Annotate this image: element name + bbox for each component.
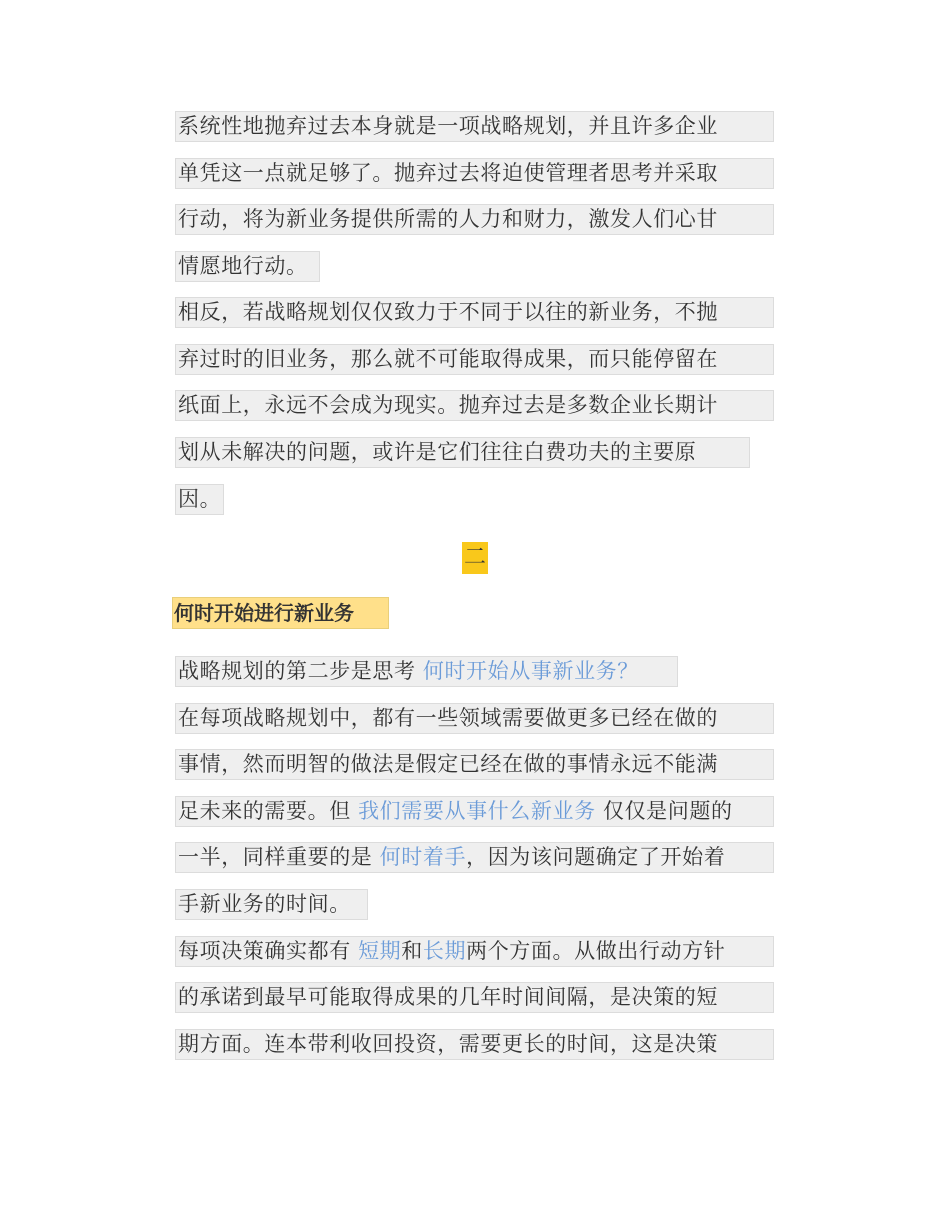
text-line: 手新业务的时间。 [175, 889, 368, 920]
highlighted-phrase: 短期 [358, 939, 402, 963]
highlighted-question: 何时开始从事新业务？ [422, 659, 639, 683]
text-line: 事情，然而明智的做法是假定已经在做的事情永远不能满 [175, 749, 774, 780]
text-line: 情愿地行动。 [175, 251, 320, 282]
text-line: 行动，将为新业务提供所需的人力和财力，激发人们心甘 [175, 204, 774, 235]
text-line: 期方面。连本带利收回投资，需要更长的时间，这是决策 [175, 1029, 774, 1060]
text-line: 相反，若战略规划仅仅致力于不同于以往的新业务，不抛 [175, 297, 774, 328]
section-heading: 何时开始进行新业务 [172, 597, 389, 629]
text-run: 一半，同样重要的是 [178, 845, 380, 869]
text-run: ，因为该问题确定了开始着 [466, 845, 726, 869]
text-run: 足未来的需要。但 [178, 799, 359, 823]
section-number: 二 [462, 542, 488, 574]
text-line: 在每项战略规划中，都有一些领域需要做更多已经在做的 [175, 703, 774, 734]
highlighted-phrase: 我们需要从事什么新业务 [358, 799, 596, 823]
text-run: 每项决策确实都有 [178, 939, 359, 963]
text-line [175, 936, 774, 967]
highlighted-phrase: 何时着手 [379, 845, 467, 869]
text-line: 弃过时的旧业务，那么就不可能取得成果，而只能停留在 [175, 344, 774, 375]
text-line [175, 842, 774, 873]
text-line: 系统性地抛弃过去本身就是一项战略规划，并且许多企业 [175, 111, 774, 142]
text-line [175, 796, 774, 827]
text-line [175, 656, 678, 687]
text-run: 仅仅是问题的 [595, 799, 733, 823]
text-run: 两个方面。从做出行动方针 [466, 939, 726, 963]
text-run: 和 [401, 939, 423, 963]
text-line: 的承诺到最早可能取得成果的几年时间间隔，是决策的短 [175, 982, 774, 1013]
text-line: 因。 [175, 484, 224, 515]
text-line: 划从未解决的问题，或许是它们往往白费功夫的主要原 [175, 437, 750, 468]
text-line: 单凭这一点就足够了。抛弃过去将迫使管理者思考并采取 [175, 158, 774, 189]
highlighted-phrase: 长期 [422, 939, 467, 963]
text-run: 战略规划的第二步是思考 [178, 659, 423, 683]
text-line: 纸面上，永远不会成为现实。抛弃过去是多数企业长期计 [175, 390, 774, 421]
